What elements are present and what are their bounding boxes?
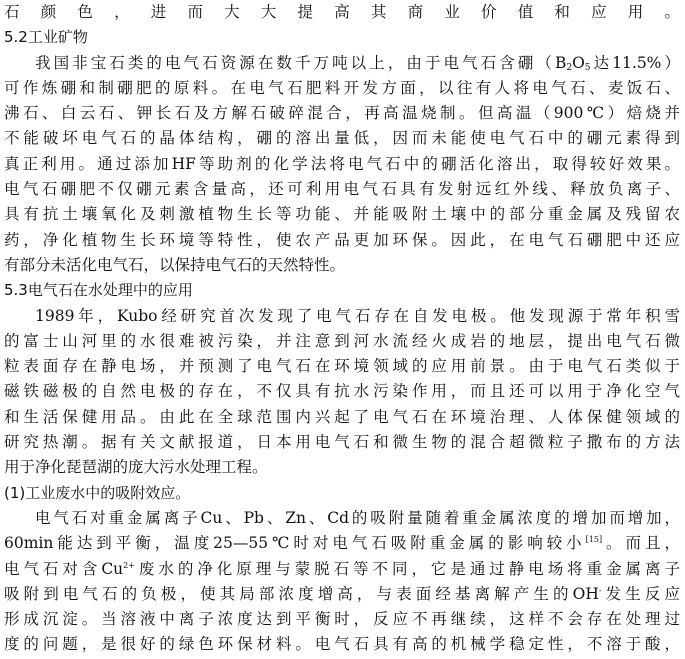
subscript: 2	[566, 62, 573, 73]
text-run: 我国非宝石类的电气石资源在数千万吨以上，由于电气石含硼（B	[35, 53, 567, 72]
paragraph-line: 用于净化琵琶湖的庞大污水处理工程。	[4, 458, 268, 477]
paragraph-line: 的富士山河里的水很难被污染，并注意到河水流经火成岩的地层，提出电气石微	[4, 331, 680, 350]
paragraph-line	[4, 582, 680, 607]
superscript: 2+	[123, 560, 135, 570]
paragraph-line: 电气石对重金属离子Cu、Pb、Zn、Cd的吸附量随着重金属浓度的增加而增加，	[35, 508, 680, 527]
paragraph-line: 石颜色，进而大大提高其商业价值和应用。	[4, 3, 680, 21]
superscript: -	[598, 585, 602, 595]
paragraph-line: 和生活保健用品。由此在全球范围内兴起了电气石在环境治理、人体保健领域的	[4, 407, 680, 426]
text-run: O	[572, 53, 585, 72]
text-run: 废水的净化原理与蒙脱石等不同，它是通过静电场将重金属离子	[134, 559, 680, 578]
subsection-heading-1: (1)工业废水中的吸附效应。	[4, 483, 191, 502]
section-heading-5-3: 5.3电气石在水处理中的应用	[4, 281, 193, 300]
paragraph-line: 可作炼硼和制硼肥的原料。在电气石肥料开发方面，以往有人将电气石、麦饭石、	[4, 78, 680, 97]
paragraph-line: 1989年，Kubo经研究首次发现了电气石存在自发电极。他发现源于常年积雪	[35, 306, 680, 325]
paragraph-line	[4, 557, 680, 582]
paragraph-line: 沸石、白云石、钾长石及方解石破碎混合，再高温烧制。但高温（900℃）焙烧并	[4, 104, 680, 123]
text-run: 60min能达到平衡，温度25—55℃时对电气石吸附重金属的影响较小	[4, 534, 586, 553]
section-heading-5-2: 5.2工业矿物	[4, 28, 88, 47]
paragraph-line: 具有抗土壤氧化及刺激植物生长等功能、并能吸附土壤中的部分重金属及残留农	[4, 205, 680, 224]
paragraph-line: 形成沉淀。当溶液中离子浓度达到平衡时，反应不再继续，这样不会存在处理过	[4, 610, 680, 629]
paragraph-line: 不能破坏电气石的晶体结构，硼的溶出量低，因而未能使电气石中的硼元素得到	[4, 129, 680, 148]
text-run: 达11.5%）	[590, 53, 680, 72]
paragraph-line: 电气石硼肥不仅硼元素含量高，还可利用电气石具有发射远红外线、释放负离子、	[4, 180, 680, 199]
paragraph-line: 磁铁磁极的自然电极的存在，不仅具有抗水污染作用，而且还可以用于净化空气	[4, 382, 680, 401]
document-page	[4, 0, 680, 658]
citation-reference: [15]	[585, 535, 603, 545]
text-run: 吸附到电气石的负极，使其局部浓度增高，与表面经基离解产生的OH	[4, 584, 599, 603]
paragraph-line	[4, 51, 680, 76]
text-run: 发生反应	[601, 584, 680, 603]
text-run: 。而且，	[602, 534, 680, 553]
paragraph-line: 有部分未活化电气石，以保持电气石的天然特性。	[4, 255, 346, 274]
paragraph-line: 真正利用。通过添加HF等助剂的化学法将电气石中的硼活化溶出，取得较好效果。	[4, 154, 680, 173]
paragraph-line: 研究热潮。据有关文献报道，日本用电气石和微生物的混合超微粒子撒布的方法	[4, 433, 680, 452]
paragraph-line	[4, 531, 680, 556]
paragraph-line: 粒表面存在静电场，并预测了电气石在环境领域的应用前景。由于电气石类似于	[4, 357, 680, 376]
paragraph-line: 度的问题，是很好的绿色环保材料。电气石具有高的机械学稳定性，不溶于酸，	[4, 635, 680, 654]
paragraph-line: 药，净化植物生长环境等特性，使农产品更加环保。因此，在电气石硼肥中还应	[4, 230, 680, 249]
text-run: 电气石对含Cu	[4, 559, 124, 578]
subscript: 5	[584, 62, 591, 73]
